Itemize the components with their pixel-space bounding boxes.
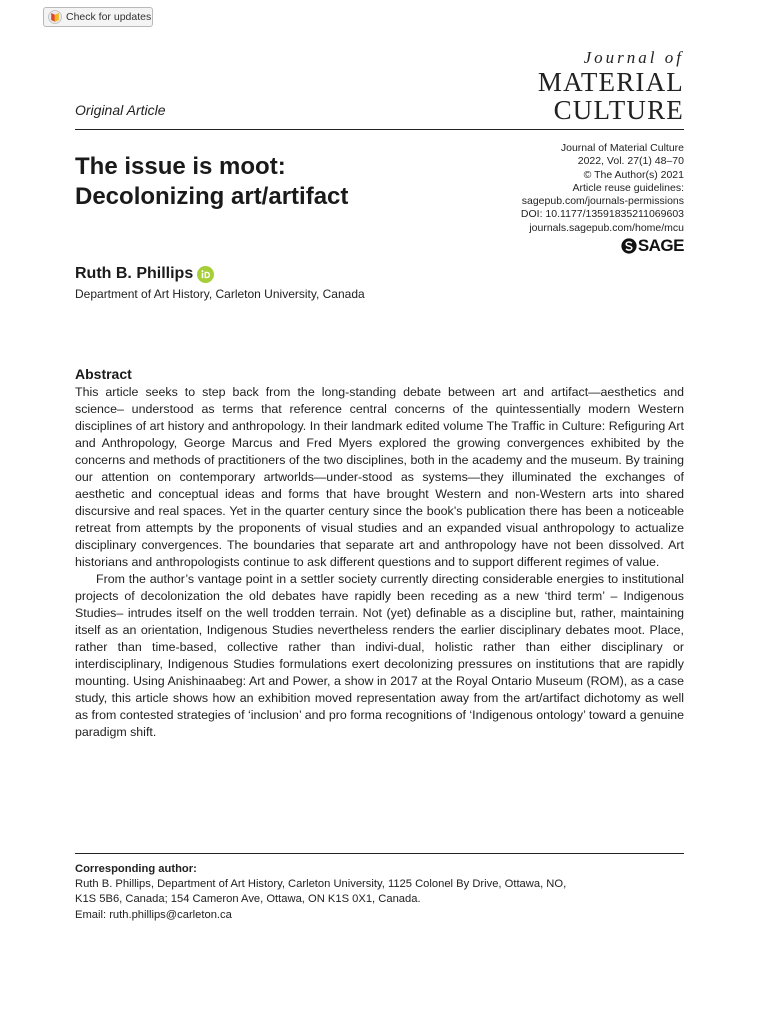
meta-doi[interactable]: DOI: 10.1177/13591835211069603 bbox=[520, 208, 684, 221]
check-for-updates-icon bbox=[48, 10, 62, 24]
header-divider bbox=[75, 129, 684, 130]
orcid-icon[interactable] bbox=[197, 266, 214, 283]
abstract-heading: Abstract bbox=[75, 366, 132, 382]
sage-logo-icon bbox=[621, 238, 637, 254]
article-title-line1: The issue is moot: bbox=[75, 153, 286, 180]
corresponding-author-heading: Corresponding author: bbox=[75, 863, 197, 875]
check-for-updates-button[interactable] bbox=[43, 7, 153, 27]
article-title bbox=[75, 152, 435, 212]
footer-divider bbox=[75, 853, 684, 854]
publication-metadata bbox=[521, 142, 684, 235]
abstract-paragraph: This article seeks to step back from the long-standing debate between art and artifact—aesthetics and science– understood as terms that reference central concerns of the quintessentially modern Western disciplines of art history and anthropology. In their landmark edited volume The Traffic in Culture: Refiguring Art and Anthropology, George Marcus and Fred Myers explored the growing convergences exhibited by the concerns and methods of practitioners of the two disciplines, both in the academy and the museum. By training our attention on contemporary artworlds—under-stood as systems—they illuminated the exchanges of aesthetic and conceptual ideas and forms that have brought Western and non-Western arts into shared discursive and real spaces. Yet in the quarter century since the book’s publication there has been a noticeable retreat from attempts by the proponents of visual studies and an expanded visual anthropology to actualize disciplinary convergences. The boundaries that separate art and anthropology have not been dissolved. Art historians and anthropologists continue to ask different questions and to support different regimes of value. bbox=[75, 385, 684, 569]
corresponding-author-line1: Ruth B. Phillips, Department of Art History, Carleton University, 1125 Colonel By Drive, Ottawa, NO, bbox=[75, 878, 567, 891]
meta-copyright: © The Author(s) 2021 bbox=[583, 168, 684, 181]
abstract-body bbox=[75, 384, 684, 741]
abstract-paragraph: From the author’s vantage point in a settler society currently directing considerable energies to institutional projects of decolonization the old debates have rapidly been receding as a new ‘third term’ – Indigenous Studies– intrudes itself on the well trodden terrain. Not (yet) definable as a discipline but, rather, maintaining itself as an orientation, Indigenous Studies nevertheless renders the earlier disciplinary debates moot. Place, rather than time-based, collective rather than indivi-dual, holistic rather than either disciplinary or interdisciplinary, Indigenous Studies formulations exert decolonizing pressures on institutions that are rapidly mounting. Using Anishinaabeg: Art and Power, a show in 2017 at the Royal Ontario Museum (ROM), as a case study, this article shows how an exhibition moved representation away from the art/artifact dichotomy as well as from contested strategies of ‘inclusion’ and pro forma recognitions of ‘Indigenous ontology’ toward a genuine paradigm shift. bbox=[75, 572, 684, 739]
publisher-name: SAGE bbox=[637, 236, 684, 255]
corresponding-author bbox=[75, 862, 684, 923]
meta-reuse-link[interactable]: sagepub.com/journals-permissions bbox=[521, 195, 684, 208]
author-name: Ruth B. Phillips bbox=[75, 265, 194, 282]
publisher-logo bbox=[621, 236, 684, 256]
journal-logo-line1: Journal of bbox=[583, 48, 684, 67]
article-type: Original Article bbox=[75, 102, 166, 118]
journal-logo bbox=[538, 48, 684, 124]
corresponding-author-line2: K1S 5B6, Canada; 154 Cameron Ave, Ottawa, ON K1S 0X1, Canada. bbox=[75, 893, 421, 906]
journal-logo-line3: CULTURE bbox=[553, 95, 684, 125]
article-title-line2: Decolonizing art/artifact bbox=[75, 183, 349, 210]
author-affiliation: Department of Art History, Carleton University, Canada bbox=[75, 287, 365, 301]
meta-journal-url[interactable]: journals.sagepub.com/home/mcu bbox=[529, 221, 684, 234]
journal-logo-line2: MATERIAL bbox=[537, 67, 684, 97]
meta-reuse-label: Article reuse guidelines: bbox=[572, 181, 684, 194]
meta-journal: Journal of Material Culture bbox=[560, 142, 684, 154]
meta-volume: 2022, Vol. 27(1) 48–70 bbox=[577, 155, 684, 168]
author bbox=[75, 265, 214, 283]
check-for-updates-label: Check for updates bbox=[66, 11, 152, 23]
corresponding-author-email[interactable]: Email: ruth.phillips@carleton.ca bbox=[75, 908, 232, 921]
